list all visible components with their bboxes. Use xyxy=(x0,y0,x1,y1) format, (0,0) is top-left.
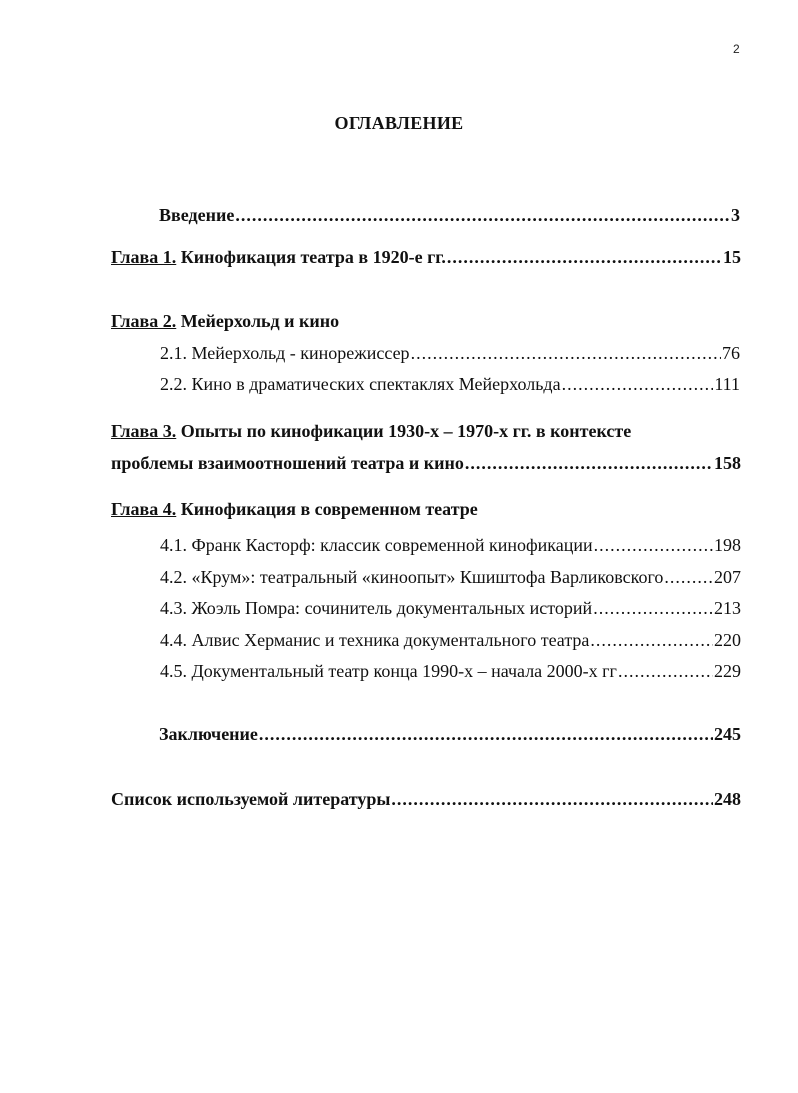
toc-entry-section-2-2[interactable] xyxy=(160,373,740,395)
toc-entry-page: 229 xyxy=(714,661,741,681)
chapter-title: Кинофикация в современном театре xyxy=(176,499,478,519)
toc-entry-bibliography[interactable] xyxy=(111,788,741,810)
toc-entry-section-4-1[interactable] xyxy=(160,534,741,556)
toc-entry-page: 248 xyxy=(714,789,741,809)
toc-entry-page: 207 xyxy=(714,567,741,587)
toc-entry-label: 4.5. Документальный театр конца 1990-х – начала 2000-х гг xyxy=(160,661,617,681)
dot-leader xyxy=(664,566,713,588)
dot-leader xyxy=(391,788,713,810)
page-number: 2 xyxy=(733,42,740,56)
toc-entry-page: 76 xyxy=(722,343,740,363)
toc-entry-chapter-1[interactable] xyxy=(111,246,741,268)
dot-leader xyxy=(411,342,721,364)
dot-leader xyxy=(235,204,730,226)
toc-entry-label: Заключение xyxy=(159,724,258,744)
toc-entry-label: Список используемой литературы xyxy=(111,789,391,809)
toc-heading-chapter-3[interactable] xyxy=(111,420,631,442)
chapter-title: Кинофикация театра в 1920-е гг. xyxy=(176,247,446,267)
toc-entry-conclusion[interactable] xyxy=(159,723,741,745)
toc-entry-page: 213 xyxy=(714,598,741,618)
toc-entry-page: 198 xyxy=(714,535,741,555)
toc-entry-section-4-5[interactable] xyxy=(160,660,741,682)
toc-entry-page: 220 xyxy=(714,630,741,650)
toc-entry-label: проблемы взаимоотношений театра и кино xyxy=(111,453,464,473)
chapter-prefix: Глава 2. xyxy=(111,311,177,331)
dot-leader xyxy=(259,723,713,745)
toc-entry-label: 4.3. Жоэль Помра: сочинитель документальных историй xyxy=(160,598,593,618)
toc-entry-section-4-4[interactable] xyxy=(160,629,741,651)
dot-leader xyxy=(562,373,714,395)
page-title: ОГЛАВЛЕНИЕ xyxy=(334,113,464,133)
toc-entry-label: 2.2. Кино в драматических спектаклях Мейерхольда xyxy=(160,374,561,394)
chapter-prefix: Глава 3. xyxy=(111,421,177,441)
dot-leader xyxy=(465,452,713,474)
dot-leader xyxy=(618,660,713,682)
toc-entry-section-4-3[interactable] xyxy=(160,597,741,619)
toc-entry-page: 3 xyxy=(731,205,740,225)
toc-entry-section-4-2[interactable] xyxy=(160,566,741,588)
toc-entry-intro[interactable] xyxy=(159,204,740,226)
toc-entry-label: 4.2. «Крум»: театральный «киноопыт» Кшиштофа Варликовского xyxy=(160,567,664,587)
toc-entry-page: 158 xyxy=(714,453,741,473)
chapter-prefix: Глава 1. xyxy=(111,247,177,267)
toc-entry-label: 4.4. Алвис Херманис и техника документального театра xyxy=(160,630,590,650)
toc-entry-label: Введение xyxy=(159,205,235,225)
chapter-title: Мейерхольд и кино xyxy=(176,311,340,331)
toc-entry-label: 2.1. Мейерхольд - кинорежиссер xyxy=(160,343,410,363)
dot-leader xyxy=(447,246,722,268)
dot-leader xyxy=(594,534,713,556)
toc-entry-page: 15 xyxy=(723,247,741,267)
toc-heading-chapter-2[interactable] xyxy=(111,310,339,332)
toc-entry-page: 111 xyxy=(714,374,740,394)
dot-leader xyxy=(593,597,713,619)
dot-leader xyxy=(590,629,713,651)
toc-entry-section-2-1[interactable] xyxy=(160,342,740,364)
toc-entry-label: 4.1. Франк Касторф: классик современной кинофикации xyxy=(160,535,593,555)
chapter-prefix: Глава 4. xyxy=(111,499,177,519)
toc-heading-chapter-4[interactable] xyxy=(111,498,478,520)
toc-entry-chapter-3[interactable] xyxy=(111,452,741,474)
chapter-title: Опыты по кинофикации 1930-х – 1970-х гг. в контексте xyxy=(176,421,632,441)
toc-entry-label xyxy=(111,246,446,268)
toc-entry-page: 245 xyxy=(714,724,741,744)
